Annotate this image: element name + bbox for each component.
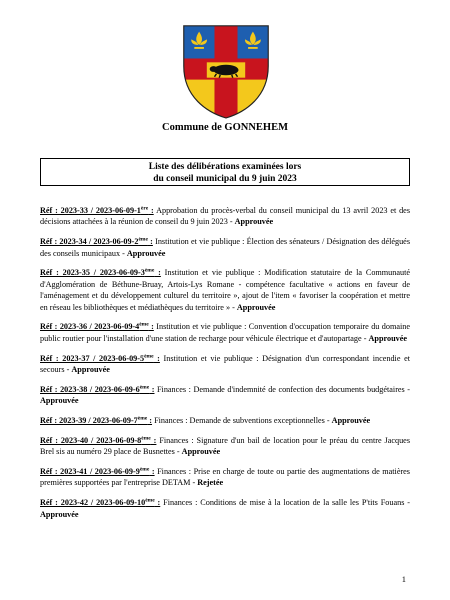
reference-separator: : bbox=[148, 206, 154, 215]
ordinal-suffix: ème bbox=[145, 497, 155, 504]
deliberation-item bbox=[40, 415, 410, 426]
deliberation-description: Finances : Demande d'indemnité de confection des documents budgétaires - bbox=[154, 384, 410, 394]
deliberation-reference bbox=[40, 467, 155, 476]
ordinal-suffix: ère bbox=[140, 205, 149, 212]
deliberation-item bbox=[40, 384, 410, 407]
deliberation-reference bbox=[40, 436, 156, 445]
deliberation-description: Finances : Demande de subventions exceptionnelles - bbox=[152, 416, 332, 426]
deliberation-reference bbox=[40, 237, 153, 246]
reference-number: Réf : 2023-36 / 2023-06-09-4 bbox=[40, 322, 140, 332]
reference-number: Réf : 2023-37 / 2023-06-09-5 bbox=[40, 353, 145, 363]
deliberation-item bbox=[40, 321, 410, 344]
reference-number: Réf : 2023-35 / 2023-06-09-3 bbox=[40, 268, 145, 278]
reference-separator: : bbox=[154, 498, 161, 508]
deliberation-reference bbox=[40, 354, 160, 363]
deliberation-description: Approbation du procès-verbal du conseil municipal du 13 avril 2023 et des décisions attachées à la réunion de conseil du 9 juin 2023 - bbox=[40, 206, 410, 227]
reference-number: Réf : 2023-39 / 2023-06-09-7 bbox=[40, 416, 138, 426]
reference-separator: : bbox=[147, 237, 153, 247]
deliberation-description: Institution et vie publique : Élection des sénateurs / Désignation des délégués des conseils municipaux - bbox=[40, 237, 411, 258]
ordinal-suffix: ème bbox=[144, 267, 155, 274]
deliberations-list bbox=[40, 205, 410, 528]
deliberation-status: Approuvée bbox=[40, 396, 79, 406]
reference-number: Réf : 2023-38 / 2023-06-09-6 bbox=[40, 384, 140, 394]
deliberation-reference bbox=[40, 268, 161, 277]
reference-separator: : bbox=[149, 467, 155, 477]
document-title-box bbox=[40, 158, 410, 186]
document-title-line-1: Liste des délibérations examinées lors bbox=[148, 162, 302, 172]
deliberation-reference bbox=[40, 416, 152, 425]
deliberation-item bbox=[40, 267, 410, 313]
deliberation-description: Institution et vie publique : Convention d'occupation temporaire du domaine public routier pour l'installation d'une station de recharge pour véhicule électrique et d'autopartage - bbox=[40, 322, 410, 343]
deliberation-item bbox=[40, 236, 410, 259]
deliberation-item bbox=[40, 205, 410, 228]
page-number: 1 bbox=[401, 574, 406, 584]
deliberation-status: Approuvée bbox=[368, 333, 407, 343]
reference-separator: : bbox=[153, 353, 160, 363]
deliberation-description: Finances : Prise en charge de toute ou partie des augmentations de matières premières supportées par l'entreprise DETAM - bbox=[40, 467, 410, 488]
deliberation-description: Finances : Signature d'un bail de location pour le préau du centre Jacques Brel sis au numéro 29 place de Busnettes - bbox=[40, 435, 411, 457]
deliberation-description: Institution et vie publique : Modification statutaire de la Communauté d'Agglomération de Béthune-Bruay, Artois-Lys Romane - compétence facultative « actions en faveur de l'aménagement et du développement culturel du territoire », ajout de l'item « favoriser la coopération et mettre en réseau les bibliothèques et médiathèques du territoire » - bbox=[40, 268, 410, 312]
reference-number: Réf : 2023-42 / 2023-06-09-10 bbox=[40, 498, 146, 508]
reference-separator: : bbox=[149, 384, 155, 394]
deliberation-item bbox=[40, 435, 410, 458]
deliberation-reference bbox=[40, 498, 160, 507]
document-title-line-2: du conseil municipal du 9 juin 2023 bbox=[153, 174, 297, 184]
ordinal-suffix: ème bbox=[139, 384, 150, 391]
deliberation-item bbox=[40, 497, 410, 520]
ordinal-suffix: ème bbox=[137, 415, 148, 422]
deliberation-status: Approuvée bbox=[331, 416, 371, 426]
ordinal-suffix: ème bbox=[138, 236, 148, 243]
reference-number: Réf : 2023-40 / 2023-06-09-8 bbox=[40, 435, 142, 445]
deliberation-description: Finances : Conditions de mise à la location de la salle les P'tits Fouans - bbox=[160, 498, 410, 508]
deliberation-reference bbox=[40, 322, 154, 331]
commune-name: Commune de GONNEHEM bbox=[162, 122, 288, 133]
deliberation-status: Rejetée bbox=[197, 478, 224, 488]
reference-separator: : bbox=[154, 268, 161, 278]
deliberation-status: Approuvée bbox=[126, 248, 166, 258]
deliberation-status: Approuvée bbox=[234, 217, 274, 227]
deliberation-status: Approuvée bbox=[40, 509, 79, 519]
reference-number: Réf : 2023-34 / 2023-06-09-2 bbox=[40, 237, 139, 247]
deliberation-reference bbox=[40, 206, 154, 215]
reference-number: Réf : 2023-33 / 2023-06-09-1 bbox=[40, 206, 141, 215]
ordinal-suffix: ème bbox=[144, 352, 154, 359]
deliberation-reference bbox=[40, 385, 154, 394]
deliberation-description: Institution et vie publique : Désignation d'un correspondant incendie et secours - bbox=[40, 353, 411, 375]
deliberation-status: Approuvée bbox=[181, 447, 221, 457]
reference-separator: : bbox=[147, 416, 153, 426]
ordinal-suffix: ème bbox=[139, 321, 149, 328]
ordinal-suffix: ème bbox=[139, 466, 150, 473]
deliberation-status: Approuvée bbox=[236, 302, 276, 312]
reference-number: Réf : 2023-41 / 2023-06-09-9 bbox=[40, 467, 140, 477]
reference-separator: : bbox=[150, 435, 157, 445]
deliberation-item bbox=[40, 466, 410, 489]
deliberation-status: Approuvée bbox=[71, 365, 110, 375]
reference-separator: : bbox=[148, 322, 154, 332]
ordinal-suffix: ème bbox=[141, 435, 151, 442]
coat-of-arms-icon bbox=[178, 20, 274, 120]
deliberation-item bbox=[40, 353, 410, 376]
